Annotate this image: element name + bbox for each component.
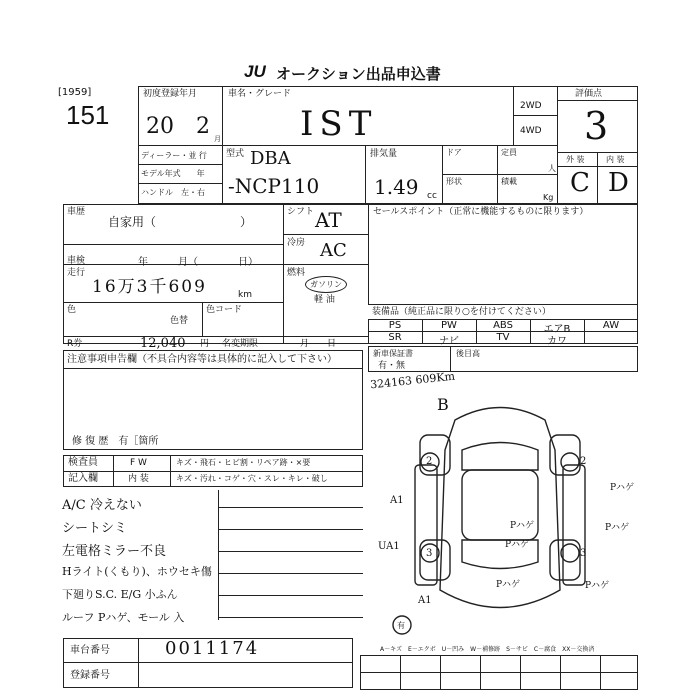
warranty-value: 有・無: [378, 361, 406, 371]
remark-line: Hライト(くもり)、ホウセキ傷: [62, 565, 212, 578]
inspector-interior-label: 内 装: [128, 474, 149, 484]
history-label: 車歴: [67, 207, 86, 217]
diagram-mark: 有: [397, 621, 405, 630]
grade-label: 評価点: [575, 89, 603, 99]
fw-detail: キズ・飛石・ヒビ割・リペア跡・×要: [176, 458, 311, 467]
load-unit: Kg: [543, 193, 554, 202]
sales-point-label: セールスポイント（正常に機能するものに限ります）: [373, 207, 589, 217]
notes-box: [63, 350, 363, 450]
exterior-label: 外 装: [566, 155, 585, 164]
equip-ps: PS: [388, 320, 402, 331]
diagram-mark: Pハゲ: [585, 581, 610, 591]
ju-logo: JU: [244, 62, 266, 81]
equip-tv: TV: [496, 332, 510, 343]
chassis-value: 0011174: [165, 638, 260, 659]
reg-month-unit: 月: [214, 135, 221, 143]
back-label: 後目高: [456, 349, 480, 358]
first-reg-label: 初度登録年月: [143, 89, 198, 99]
displacement-label: 排気量: [370, 149, 398, 159]
diagram-mark: 3: [426, 548, 433, 559]
equip-leather: カワ: [547, 336, 567, 347]
inspector-label: 検査員: [68, 457, 98, 468]
equipment-label: 装備品（純正品に限り○を付けてください）: [372, 307, 551, 317]
ac-label: 冷房: [287, 238, 306, 248]
recycle-label: R券: [67, 339, 83, 349]
diagram-mark: Pハゲ: [605, 523, 630, 533]
transfer-label: 名変期限: [222, 339, 259, 349]
transfer-unit: 月 日: [300, 339, 337, 349]
diagram-mark: 2: [426, 456, 433, 467]
form-title: オークション出品申込書: [276, 65, 441, 83]
door-label: ドア: [446, 148, 462, 157]
recycle-unit: 円: [200, 339, 210, 349]
equip-aw: AW: [602, 320, 620, 331]
equip-airbag: エアB: [543, 324, 571, 335]
repair-history-label: 修 復 歴 有［箇所: [72, 436, 159, 447]
remark-line: ルーフ Pハゲ、モール 入: [62, 611, 185, 624]
fw-label: F W: [130, 458, 147, 468]
model-prefix: DBA: [250, 148, 291, 169]
equip-navi: ナビ: [439, 336, 459, 347]
diagram-front-mark: B: [437, 395, 449, 414]
grade-value: 3: [584, 104, 609, 148]
diagram-mark: UA1: [378, 541, 400, 552]
shape-label: 形状: [446, 177, 462, 186]
mileage-label: 走行: [67, 268, 86, 278]
diagram-mark: A1: [418, 595, 432, 606]
capacity-unit: 人: [548, 164, 556, 173]
shift-value: AT: [315, 208, 342, 232]
capacity-label: 定員: [501, 148, 517, 157]
car-diagram: [360, 390, 640, 635]
car-name-label: 車名・グレード: [228, 89, 292, 99]
fuel-value: ガソリン: [305, 276, 347, 293]
handle-label: ハンドル 左・右: [141, 188, 205, 197]
mileage-unit: km: [238, 290, 252, 300]
shift-label: シフト: [287, 207, 315, 217]
color-code-label: 色コード: [206, 305, 243, 315]
diagram-mark: Pハゲ: [510, 521, 535, 531]
interior-label: 内 装: [606, 155, 625, 164]
warranty-label: 新車保証書: [373, 349, 413, 358]
diagram-mark: 2: [580, 456, 587, 467]
model-code: -NCP110: [228, 174, 320, 198]
car-name-value: IST: [300, 104, 378, 144]
dealer-label: ディーラー・並 行: [141, 151, 207, 160]
equip-abs: ABS: [493, 320, 513, 331]
color-change-label: 色替: [170, 316, 189, 326]
record-label: 記入欄: [68, 473, 98, 484]
reg-label: 登録番号: [70, 670, 110, 681]
diagram-mark: Pハゲ: [505, 540, 530, 550]
displacement-unit: cc: [427, 191, 437, 201]
model-type-label: 型式: [226, 149, 245, 159]
model-year-label: モデル年式 年: [141, 169, 205, 178]
lot-number: 151: [66, 100, 110, 130]
diagram-mark: 3: [580, 548, 587, 559]
remark-line: A/C 冷えない: [62, 498, 142, 513]
reg-year: 20: [146, 114, 174, 139]
equip-sr: SR: [388, 332, 402, 343]
displacement-value: 1.49: [374, 175, 419, 199]
load-label: 積載: [501, 177, 517, 186]
drive-4wd: 4WD: [520, 126, 542, 136]
history-value: 自家用（ ）: [108, 215, 253, 229]
notes-label: 注意事項申告欄（不具合内容等は具体的に記入して下さい）: [67, 354, 337, 365]
chassis-label: 車台番号: [70, 645, 110, 656]
diagram-mark: A1: [390, 495, 404, 506]
remark-line: 左電格ミラー不良: [62, 544, 167, 559]
exterior-value: C: [570, 168, 590, 198]
ac-value: AC: [320, 240, 347, 261]
fuel-alt: 軽 油: [314, 295, 335, 305]
reg-month: 2: [196, 114, 210, 139]
notes-handwritten: 324163 609Km: [369, 369, 456, 392]
remark-line: 下廻りS.C. E/G 小ふん: [62, 588, 178, 601]
color-label: 色: [67, 305, 77, 315]
inspection-label: 車検: [67, 256, 86, 266]
inspection-value: 年 月（ 日）: [138, 257, 258, 268]
diagram-mark: Pハゲ: [610, 483, 635, 493]
mileage-value: 16万3千609: [92, 277, 207, 297]
interior-value: D: [608, 168, 629, 198]
diagram-mark: Pハゲ: [496, 580, 521, 590]
damage-legend: A－キズ E－エクボ U－凹み W－補修跡 S－サビ C－腐食 XX－交換済: [380, 646, 595, 653]
equip-pw: PW: [441, 320, 457, 331]
corner-ref: [1959]: [58, 87, 92, 98]
drive-2wd: 2WD: [520, 101, 542, 111]
recycle-value: 12,040: [140, 336, 186, 351]
remark-line: シートシミ: [62, 521, 128, 536]
inspector-interior-detail: キズ・汚れ・コゲ・穴・スレ・キレ・破し: [176, 474, 328, 483]
fuel-label: 燃料: [287, 268, 306, 278]
